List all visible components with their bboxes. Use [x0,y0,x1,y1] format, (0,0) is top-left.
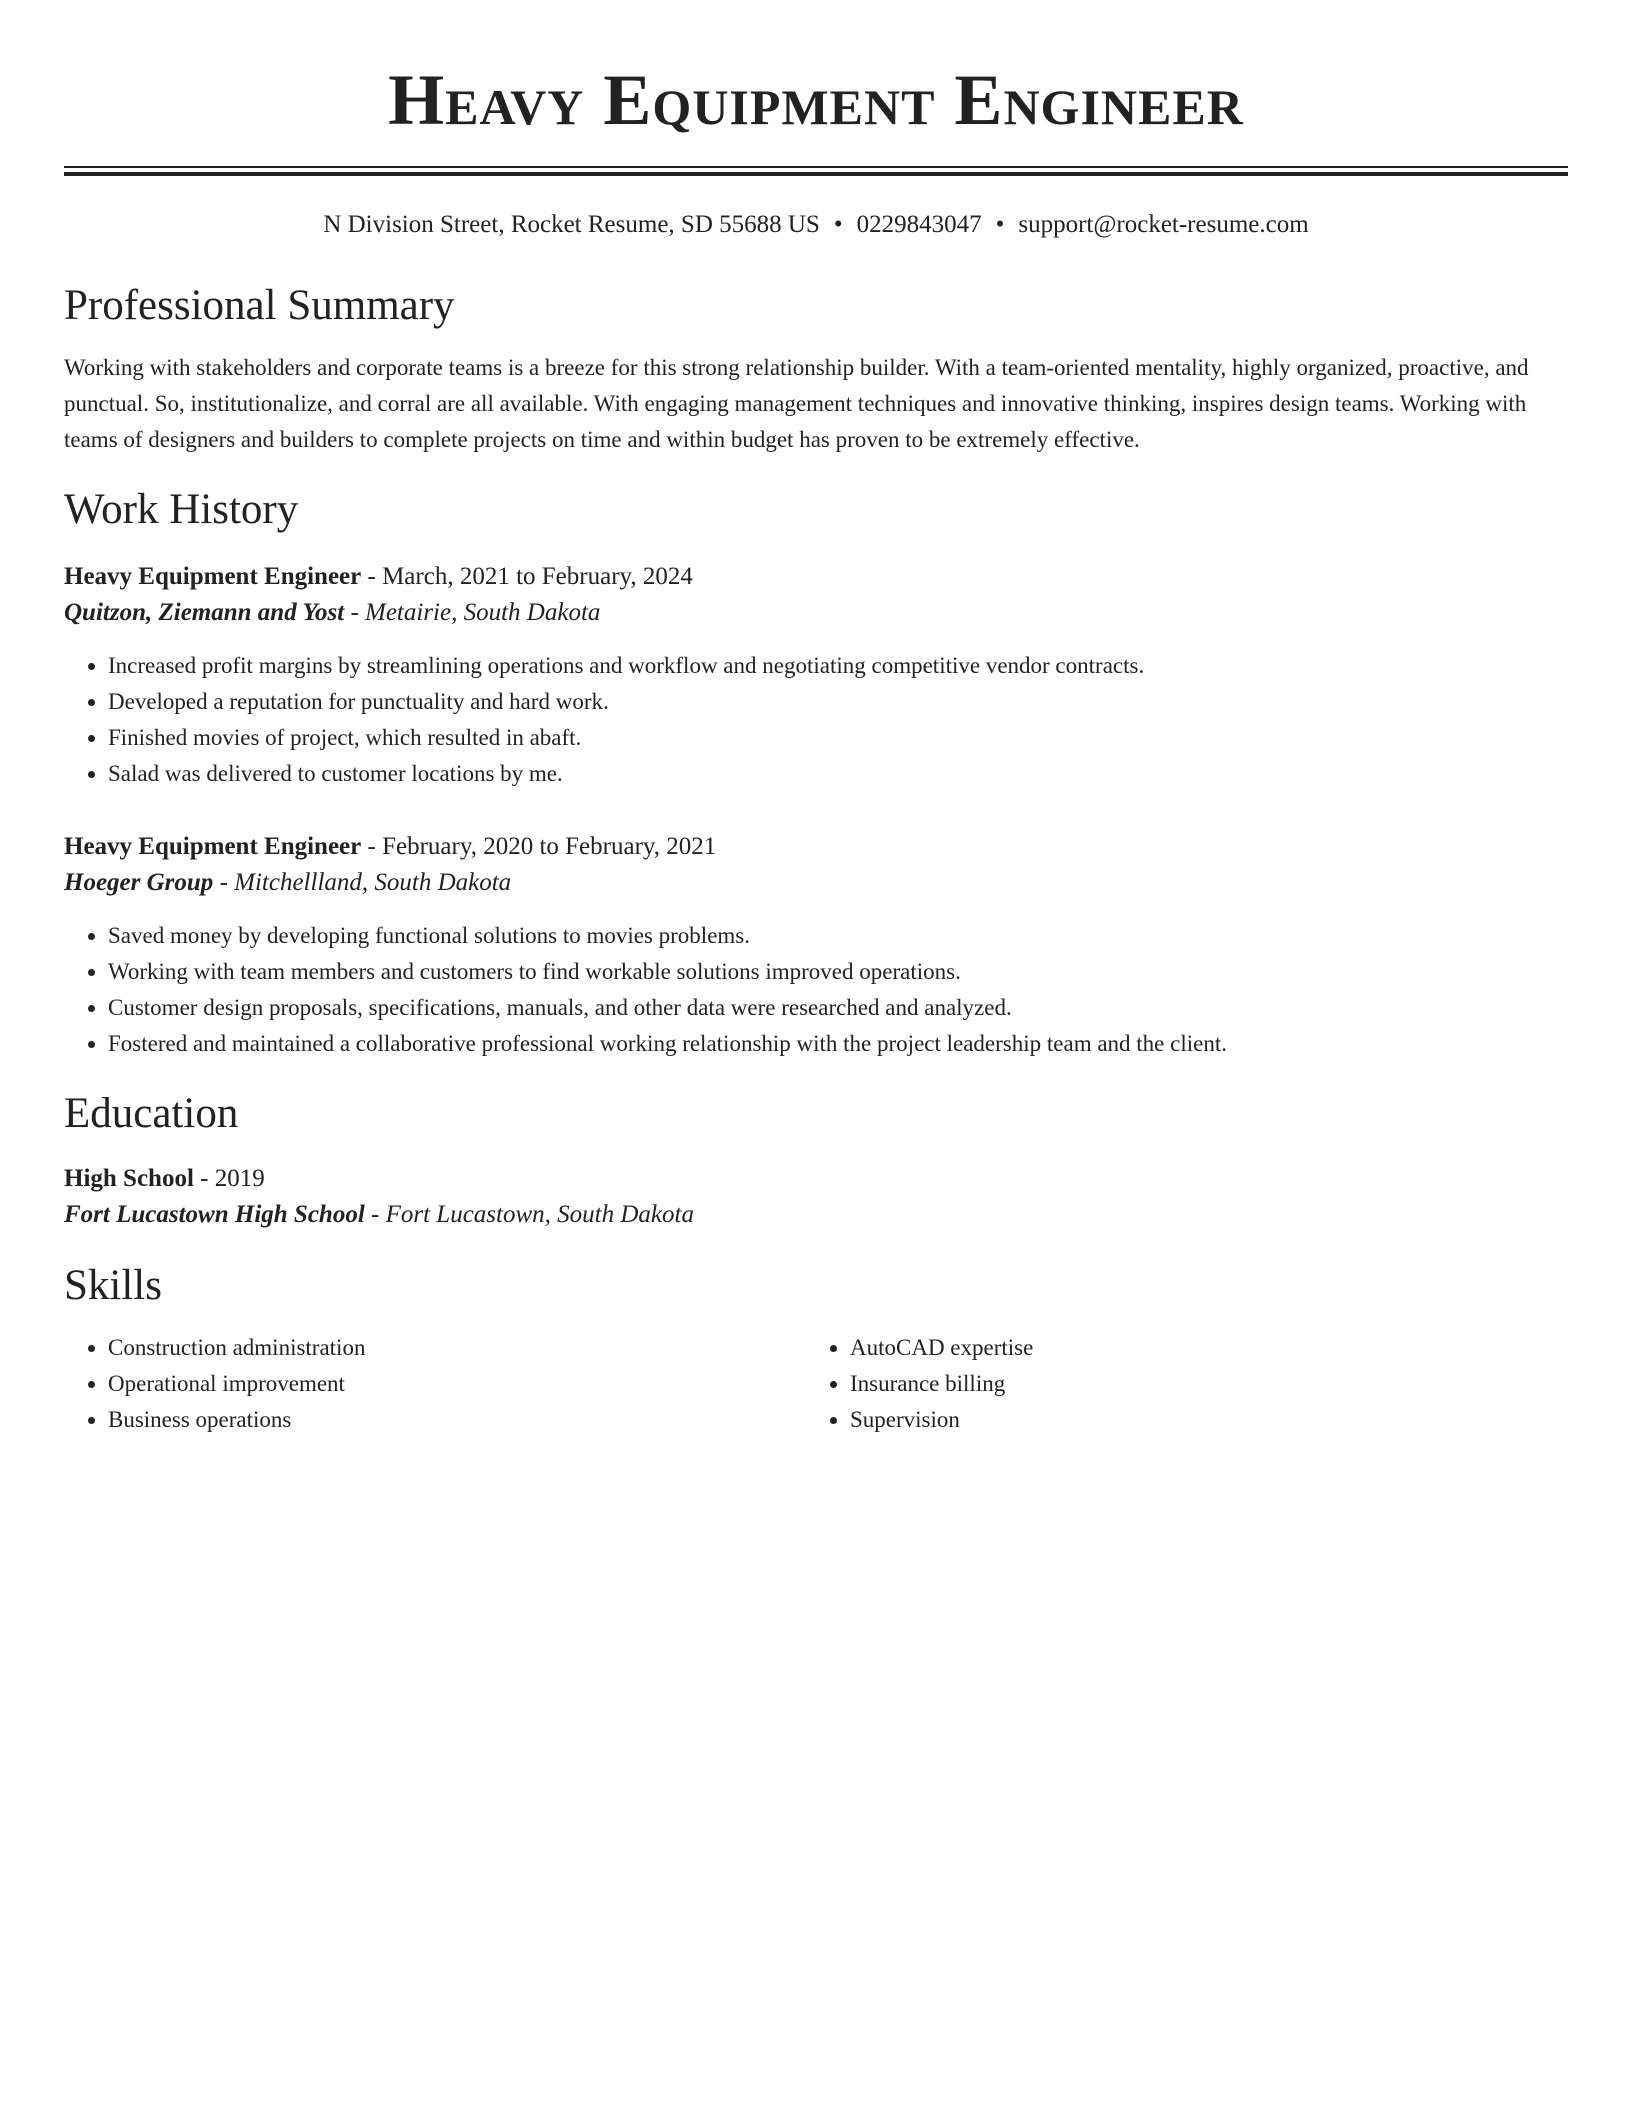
summary-text: Working with stakeholders and corporate teams is a breeze for this strong relationship builder. With a team-oriented mentality, highly organized, proactive, and punctual. So, institutionalize, and corral are all available. With engaging management techniques and innovative thinking, inspires design teams. Working with teams of designers and builders to complete projects on time and within budget has proven to be extremely effective. [64,355,1529,452]
education-entry [64,1162,1568,1234]
job-role: Heavy Equipment Engineer [64,833,362,860]
list-item: • Saved money by developing functional solutions to movies problems. [108,918,1568,954]
job-company-line [64,594,1568,632]
contact-phone: 0229843047 [856,211,982,238]
education-location: Fort Lucastown, South Dakota [385,1201,694,1228]
skills-grid [64,1330,1568,1438]
list-item: • Fostered and maintained a collaborative professional working relationship with the project leadership team and the client. [108,1026,1568,1062]
list-item: • Finished movies of project, which resulted in abaft. [108,720,1568,756]
skill-item: • AutoCAD expertise [850,1330,1548,1366]
job-bullets [64,648,1568,792]
education-dash: - [364,1201,386,1228]
job-bullets [64,918,1568,1062]
job-dates: March, 2021 to February, 2024 [382,563,693,590]
job-company-line [64,864,1568,902]
list-item: • Salad was delivered to customer locations by me. [108,756,1568,792]
contact-separator: • [833,211,843,238]
job-entry [64,830,1568,1062]
education-dash: - [193,1165,215,1192]
skill-item: • Construction administration [108,1330,806,1366]
skill-item: • Insurance billing [850,1366,1548,1402]
education-school-line [64,1196,1568,1234]
job-dates: February, 2020 to February, 2021 [382,833,717,860]
skill-item: • Business operations [108,1402,806,1438]
job-role: Heavy Equipment Engineer [64,563,362,590]
skills-heading: Skills [64,1262,162,1309]
skills-column-left [64,1330,806,1438]
education-heading: Education [64,1090,239,1137]
education-year: 2019 [214,1165,265,1192]
header-divider [64,166,1568,176]
list-item: • Developed a reputation for punctuality and hard work. [108,684,1568,720]
job-dash: - [213,869,235,896]
contact-line [64,210,1568,240]
education-degree: High School [64,1165,194,1192]
education-degree-line [64,1162,1568,1196]
candidate-name: Heavy Equipment Engineer [388,60,1244,140]
education-school: Fort Lucastown High School [64,1201,365,1228]
job-dash: - [344,599,366,626]
summary-heading: Professional Summary [64,282,455,329]
work-history-heading: Work History [64,486,299,533]
skill-item: • Supervision [850,1402,1548,1438]
list-item: • Working with team members and customers to find workable solutions improved operations. [108,954,1568,990]
job-location: Metairie, South Dakota [365,599,601,626]
job-company: Hoeger Group [64,869,214,896]
list-item: • Increased profit margins by streamlining operations and workflow and negotiating competitive vendor contracts. [108,648,1568,684]
job-title-line [64,830,1568,864]
skill-item: • Operational improvement [108,1366,806,1402]
job-title-line [64,560,1568,594]
contact-address: N Division Street, Rocket Resume, SD 55688 US [323,211,820,238]
job-company: Quitzon, Ziemann and Yost [64,599,345,626]
skills-column-right [806,1330,1548,1438]
job-dash: - [361,833,383,860]
job-location: Mitchellland, South Dakota [234,869,512,896]
contact-email: support@rocket-resume.com [1018,211,1309,238]
job-dash: - [361,563,383,590]
contact-separator: • [995,211,1005,238]
list-item: • Customer design proposals, specifications, manuals, and other data were researched and analyzed. [108,990,1568,1026]
job-entry [64,560,1568,792]
